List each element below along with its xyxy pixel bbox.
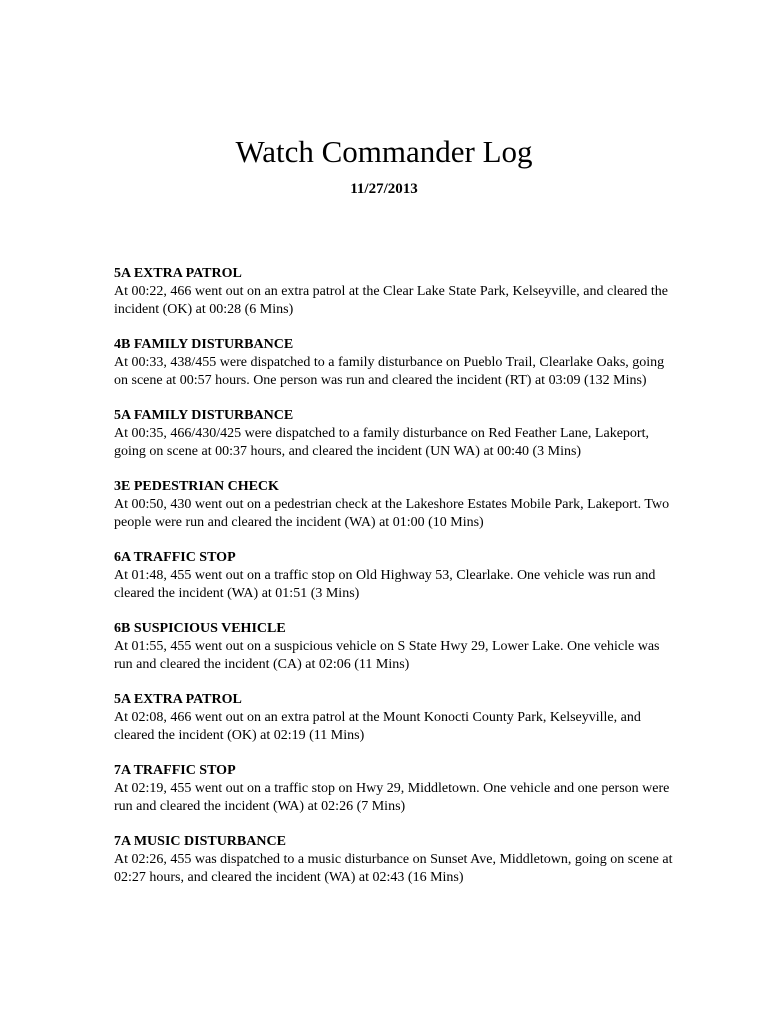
log-entry: [114, 478, 674, 532]
log-date: 11/27/2013: [350, 181, 418, 197]
entry-text: At 00:50, 430 went out on a pedestrian check at the Lakeshore Estates Mobile Park, Lakeport. Two people were run and cleared the incident (WA) at 01:00 (10 Mins): [114, 497, 670, 530]
entry-title: 5A EXTRA PATROL: [114, 692, 242, 707]
log-entries: [114, 265, 674, 904]
log-entry: [114, 265, 674, 319]
page-title: Watch Commander Log: [235, 134, 533, 169]
entry-title: 7A TRAFFIC STOP: [114, 763, 236, 778]
log-entry: [114, 762, 674, 816]
entry-text: At 02:26, 455 was dispatched to a music disturbance on Sunset Ave, Middletown, going on scene at 02:27 hours, and cleared the incident (WA) at 02:43 (16 Mins): [114, 852, 673, 885]
entry-text: At 00:35, 466/430/425 were dispatched to a family disturbance on Red Feather Lane, Lakeport, going on scene at 00:37 hours, and cleared the incident (UN WA) at 00:40 (3 Mins): [114, 426, 649, 459]
log-entry: [114, 407, 674, 461]
entry-title: 5A EXTRA PATROL: [114, 266, 242, 281]
entry-title: 6A TRAFFIC STOP: [114, 550, 236, 565]
log-entry: [114, 620, 674, 674]
entry-text: At 01:55, 455 went out on a suspicious vehicle on S State Hwy 29, Lower Lake. One vehicle was run and cleared the incident (CA) at 02:06 (11 Mins): [114, 639, 660, 672]
entry-title: 5A FAMILY DISTURBANCE: [114, 408, 294, 423]
entry-text: At 00:33, 438/455 were dispatched to a family disturbance on Pueblo Trail, Clearlake Oaks, going on scene at 00:57 hours. One person was run and cleared the incident (RT) at 03:09 (132 Mins): [114, 355, 665, 388]
entry-text: At 00:22, 466 went out on an extra patrol at the Clear Lake State Park, Kelseyville, and cleared the incident (OK) at 00:28 (6 Mins): [114, 284, 668, 317]
log-entry: [114, 833, 674, 887]
log-entry: [114, 549, 674, 603]
log-entry: [114, 691, 674, 745]
entry-text: At 02:08, 466 went out on an extra patrol at the Mount Konocti County Park, Kelseyville, and cleared the incident (OK) at 02:19 (11 Mins): [114, 710, 641, 743]
entry-title: 6B SUSPICIOUS VEHICLE: [114, 621, 286, 636]
entry-title: 3E PEDESTRIAN CHECK: [114, 479, 279, 494]
log-entry: [114, 336, 674, 390]
entry-title: 4B FAMILY DISTURBANCE: [114, 337, 294, 352]
entry-text: At 02:19, 455 went out on a traffic stop on Hwy 29, Middletown. One vehicle and one person were run and cleared the incident (WA) at 02:26 (7 Mins): [114, 781, 670, 814]
entry-text: At 01:48, 455 went out on a traffic stop on Old Highway 53, Clearlake. One vehicle was run and cleared the incident (WA) at 01:51 (3 Mins): [114, 568, 656, 601]
entry-title: 7A MUSIC DISTURBANCE: [114, 834, 286, 849]
